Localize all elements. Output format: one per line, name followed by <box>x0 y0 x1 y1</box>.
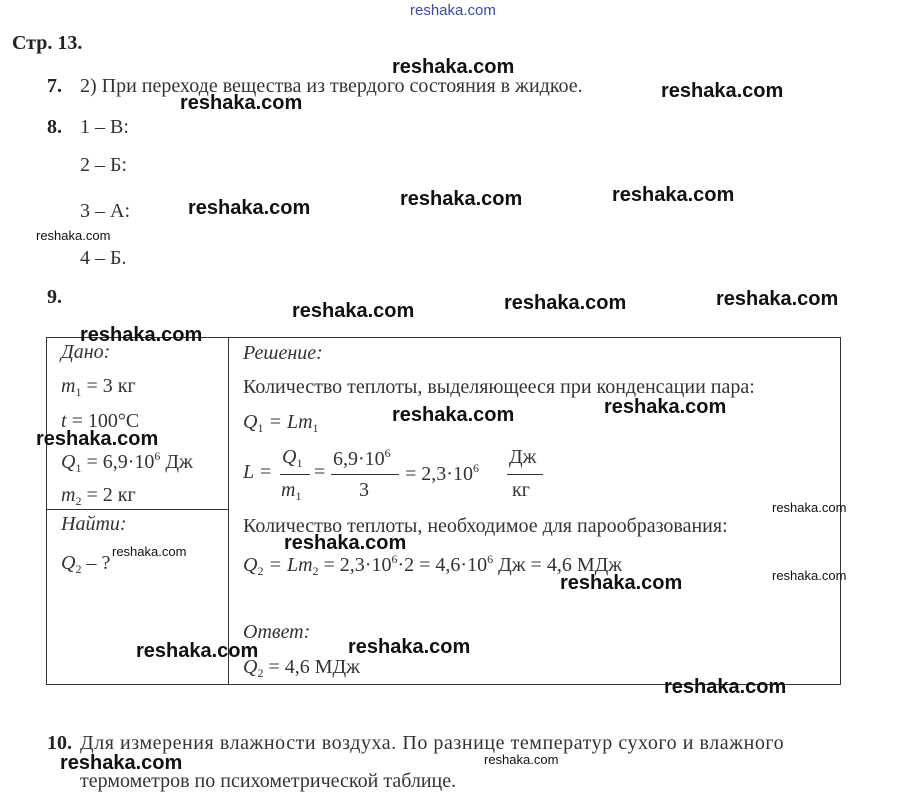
equation-L-eq: = <box>314 461 326 483</box>
equation-Q2: $Q_2 = Lm_2 = 2,3\cdot 10^6\cdot 2 = 4,6\cdot 10^6$ Дж = 4,6 МДж <box>243 552 623 578</box>
page-label: Стр. 13. <box>12 32 83 54</box>
watermark: reshaka.com <box>400 188 523 210</box>
solution-line-1: Количество теплоты, выделяющееся при конденсации пара: <box>243 376 755 398</box>
answer-heading: Ответ: <box>243 621 311 643</box>
watermark: reshaka.com <box>560 572 683 594</box>
fraction1-numerator: $Q_1$ <box>282 446 303 470</box>
watermark: reshaka.com <box>180 92 303 114</box>
watermark: reshaka.com <box>348 636 471 658</box>
q7-text: 2) При переходе вещества из твердого состояния в жидкое. <box>80 75 583 97</box>
watermark: reshaka.com <box>604 396 727 418</box>
find-Q2: $Q_2$ – ? <box>61 552 111 576</box>
q8-answer-4: 4 – Б. <box>80 247 127 269</box>
site-link-top[interactable]: reshaka.com <box>410 2 496 19</box>
watermark: reshaka.com <box>188 197 311 219</box>
watermark-small: reshaka.com <box>112 544 187 559</box>
watermark: reshaka.com <box>80 324 203 346</box>
unit-fraction-bar <box>507 474 543 475</box>
equation-Q1: $Q_1 = Lm_1$ <box>243 411 319 435</box>
q8-answer-1: 1 – В: <box>80 116 129 138</box>
watermark: reshaka.com <box>664 676 787 698</box>
fraction1-bar <box>280 474 310 475</box>
solution-line-2: Количество теплоты, необходимое для парообразования: <box>243 515 728 537</box>
equation-L-result: = $2,3\cdot 10^6$ <box>405 461 479 485</box>
watermark: reshaka.com <box>36 428 159 450</box>
fraction2-bar <box>331 474 399 475</box>
watermark: reshaka.com <box>392 404 515 426</box>
q10-line-1: Для измерения влажности воздуха. По разнице температур сухого и влажного <box>80 732 785 754</box>
solution-heading: Решение: <box>243 342 323 364</box>
watermark: reshaka.com <box>136 640 259 662</box>
fraction2-numerator: $6,9\cdot 10^6$ <box>333 446 391 470</box>
fraction1-denominator: $m_1$ <box>281 479 302 503</box>
unit-fraction-numerator: Дж <box>509 446 537 468</box>
q7-number: 7. <box>47 75 62 97</box>
given-m1: $m_1 = 3$ кг <box>61 375 136 399</box>
given-m2: $m_2 = 2$ кг <box>61 484 136 508</box>
q8-answer-3: 3 – А: <box>80 200 130 222</box>
watermark: reshaka.com <box>292 300 415 322</box>
given-Q1: $Q_1 = 6,9\cdot 10^6$ Дж <box>61 449 193 475</box>
q9-number: 9. <box>47 286 62 308</box>
watermark: reshaka.com <box>60 752 183 774</box>
given-heading: Дано: <box>61 341 111 363</box>
watermark: reshaka.com <box>612 184 735 206</box>
unit-fraction-denominator: кг <box>512 479 530 501</box>
table-divider-given-find <box>46 509 229 510</box>
watermark-small: reshaka.com <box>772 500 847 515</box>
watermark: reshaka.com <box>661 80 784 102</box>
given-t: t = 100°C <box>61 410 140 432</box>
q8-answer-2: 2 – Б: <box>80 154 128 176</box>
equation-L-lhs: L = <box>243 461 273 483</box>
q10-line-2: термометров по психометрической таблице. <box>80 770 457 792</box>
watermark: reshaka.com <box>284 532 407 554</box>
watermark: reshaka.com <box>504 292 627 314</box>
find-heading: Найти: <box>61 513 127 535</box>
table-divider-vertical <box>228 337 229 684</box>
watermark: reshaka.com <box>716 288 839 310</box>
watermark-small: reshaka.com <box>484 752 559 767</box>
q10-number: 10. <box>47 732 72 754</box>
watermark-small: reshaka.com <box>36 228 111 243</box>
watermark: reshaka.com <box>392 56 515 78</box>
fraction2-denominator: 3 <box>359 479 369 501</box>
watermark-small: reshaka.com <box>772 568 847 583</box>
answer-value: $Q_2 = 4,6$ МДж <box>243 656 360 680</box>
q8-number: 8. <box>47 116 62 138</box>
